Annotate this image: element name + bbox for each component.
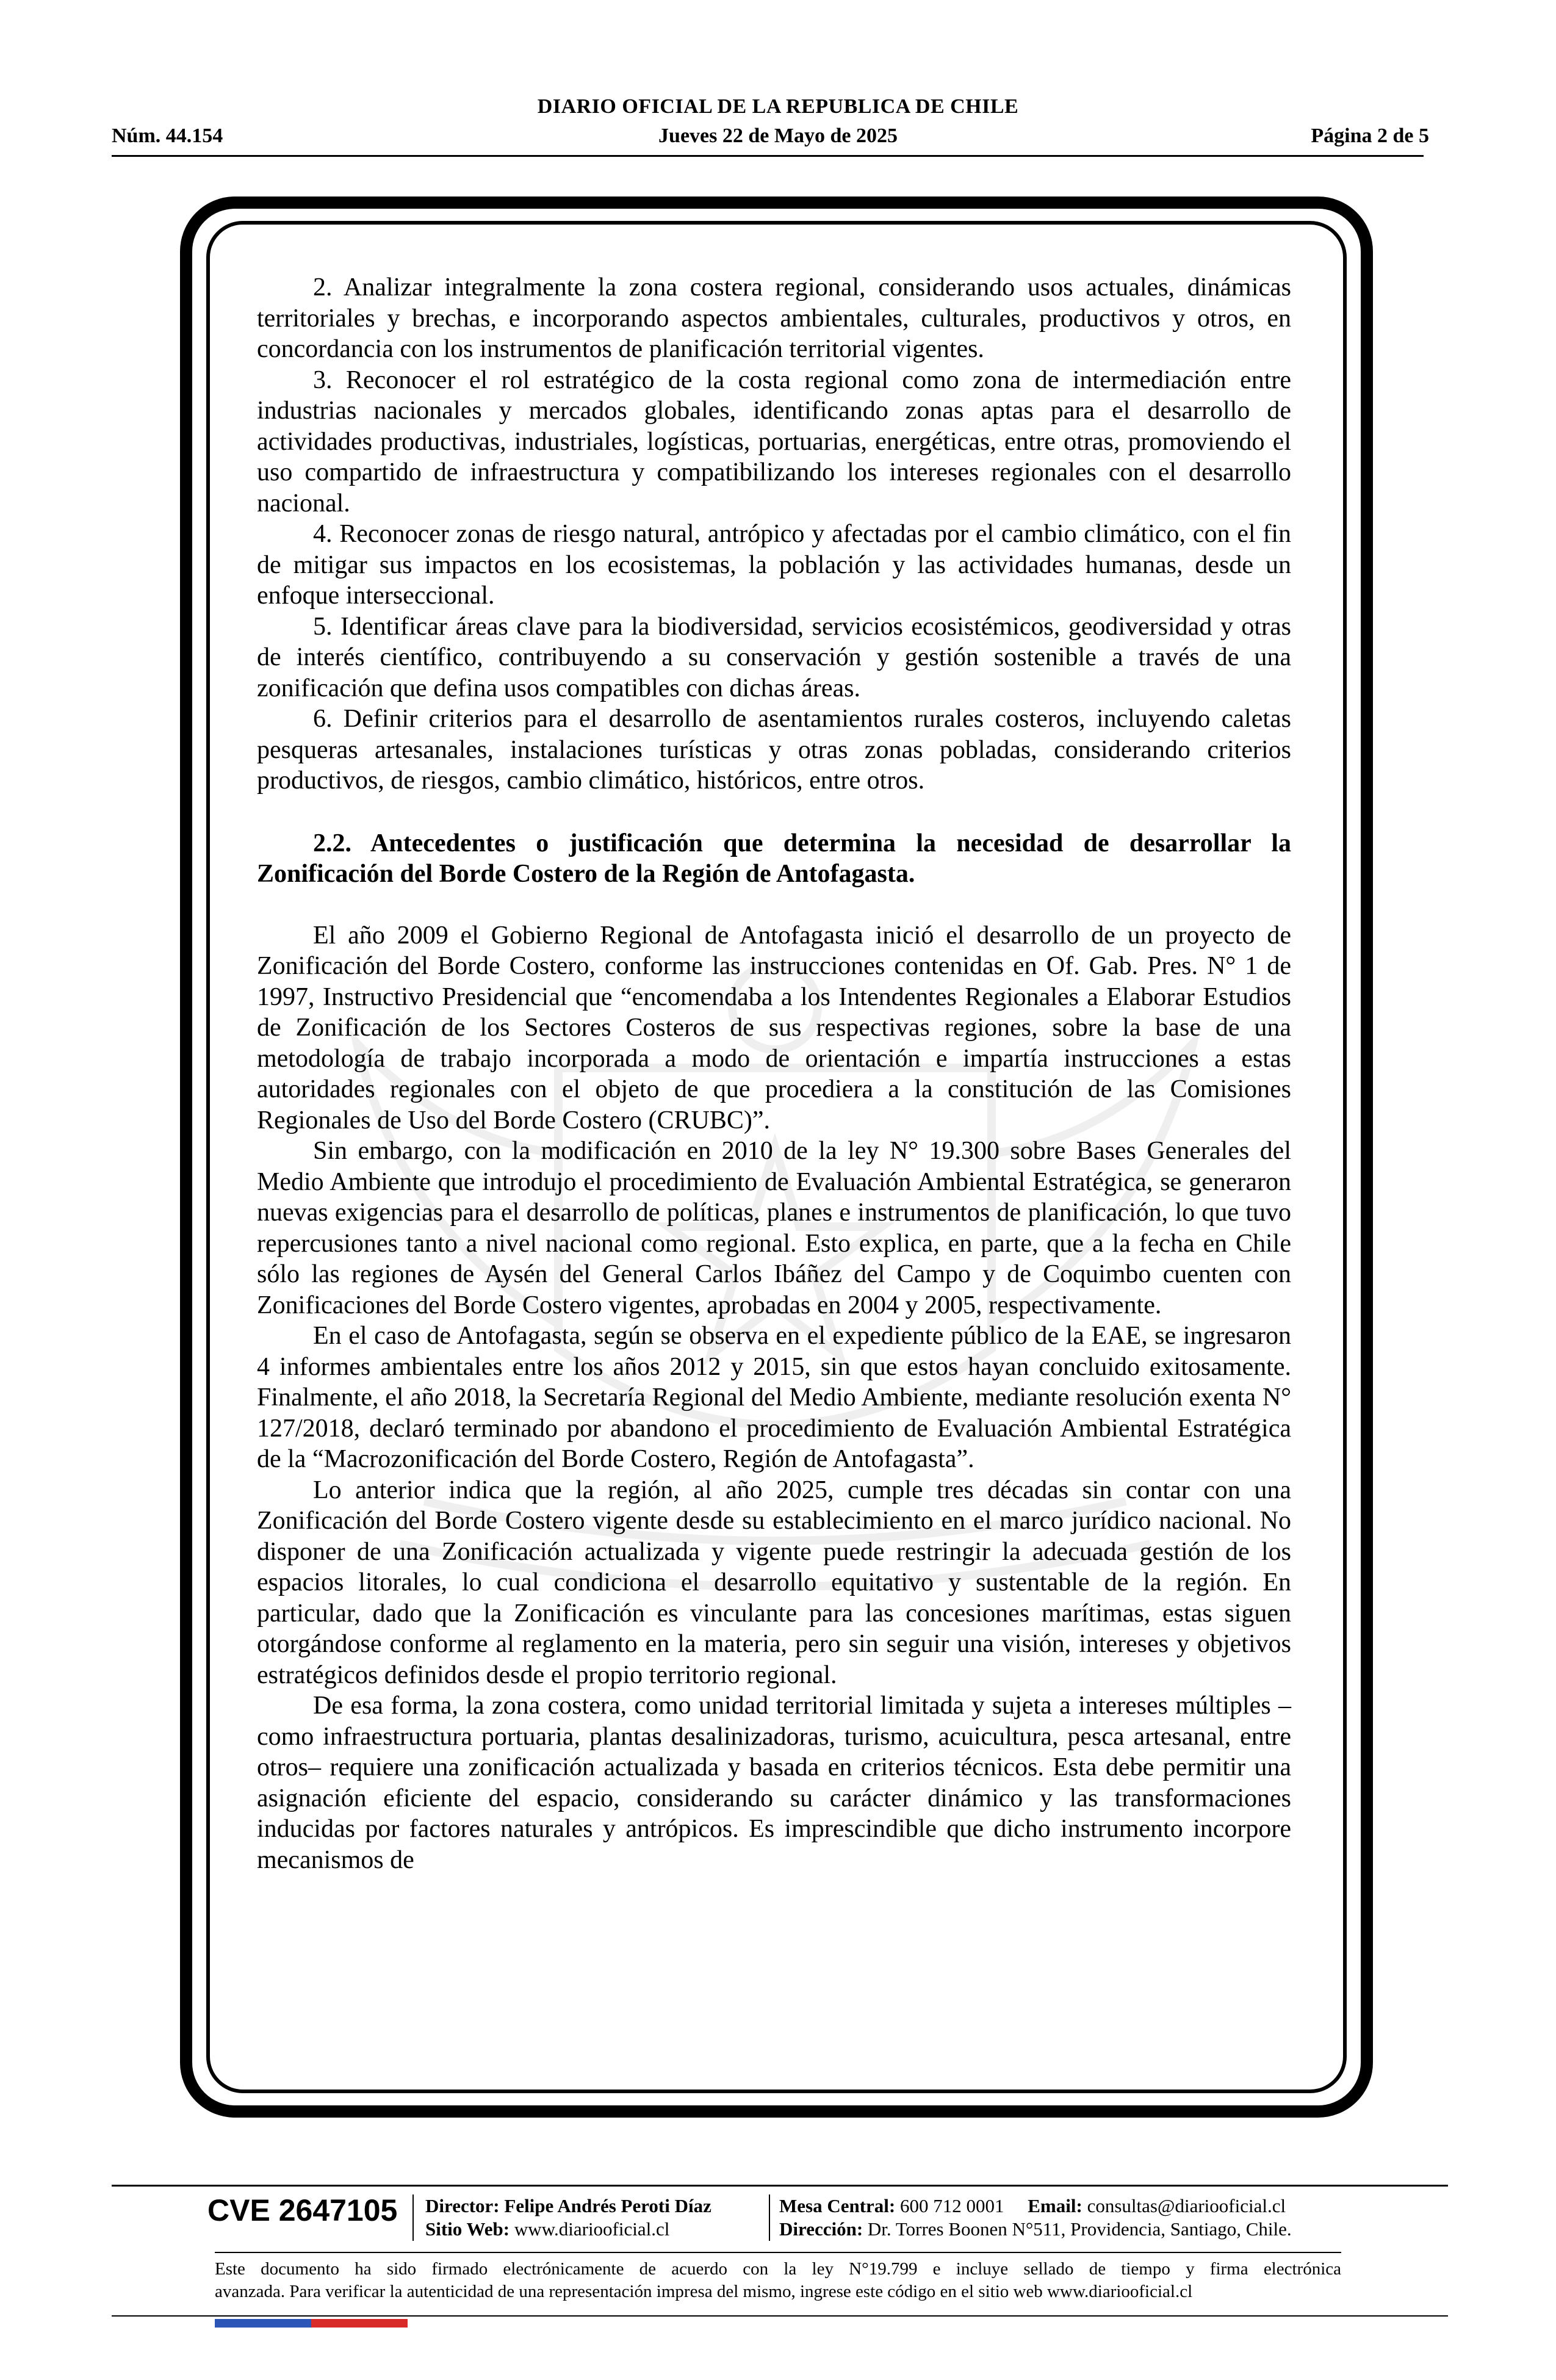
footer-divider <box>215 2252 1341 2253</box>
signature-notice <box>215 2258 1341 2303</box>
footer-director-block <box>425 2194 711 2241</box>
header-divider <box>112 155 1424 157</box>
footer-divider <box>112 2185 1448 2187</box>
issue-date: Jueves 22 de Mayo de 2025 <box>658 124 898 147</box>
phone-number: 600 712 0001 <box>900 2195 1004 2216</box>
footer-separator <box>769 2194 770 2241</box>
section-heading: 2.2. Antecedentes o justificación que determina la necesidad de desarrollar la Zonificación del Borde Costero de la Región de Antofagasta. <box>257 829 1291 888</box>
section-paragraph: Sin embargo, con la modificación en 2010 de la ley N° 19.300 sobre Bases Generales del Medio Ambiente que introdujo el procedimiento de Evaluación Ambiental Estratégica, se generaron nuevas exigencias para el desarrollo de políticas, planes e instrumentos de planificación, lo que tuvo repercusiones tanto a nivel nacional como regional. Esto explica, en parte, que a la fecha en Chile sólo las regiones de Aysén del General Carlos Ibáñez del Campo y de Coquimbo cuenten con Zonificaciones del Borde Costero vigentes, aprobadas en 2004 y 2005, respectivamente. <box>257 1137 1291 1319</box>
site-link[interactable]: www.diariooficial.cl <box>514 2218 670 2240</box>
gazette-title: DIARIO OFICIAL DE LA REPUBLICA DE CHILE <box>537 95 1019 118</box>
list-item-2: 2. Analizar integralmente la zona costera regional, considerando usos actuales, dinámicas territoriales y brechas, e incorporando aspectos ambientales, culturales, productivos y otros, en concordancia con los instrumentos de planificación territorial vigentes. <box>257 273 1291 363</box>
flag-stripe-blue <box>215 2319 311 2328</box>
section-paragraph: El año 2009 el Gobierno Regional de Antofagasta inició el desarrollo de un proyecto de Zonificación del Borde Costero, conforme las instrucciones contenidas en Of. Gab. Pres. N° 1 de 1997, Instructivo Presidencial que “encomendaba a los Intendentes Regionales a Elaborar Estudios de Zonificación de los Sectores Costeros de sus respectivas regiones, sobre la base de una metodología de trabajo incorporada a modo de orientación e impartía instrucciones a estas autoridades regionales con el objeto de que procediera a la constitución de las Comisiones Regionales de Uso del Borde Costero (CRUBC)”. <box>257 921 1291 1134</box>
address-label: Dirección: <box>779 2218 863 2240</box>
section-paragraph: Lo anterior indica que la región, al año 2025, cumple tres décadas sin contar con una Zonificación del Borde Costero vigente desde su establecimiento en el marco jurídico nacional. No disponer de una Zonificación actualizada y vigente puede restringir la adecuada gestión de los espacios litorales, lo cual condiciona el desarrollo equitativo y sustentable de la región. En particular, dado que la Zonificación es vinculante para las concesiones marítimas, estas siguen otorgándose conforme al reglamento en la materia, pero sin seguir una visión, intereses y objetivos estratégicos definidos desde el propio territorio regional. <box>257 1476 1291 1689</box>
signature-notice-line: Este documento ha sido firmado electrónicamente de acuerdo con la ley N°19.799 e incluye sellado de tiempo y firma electrónica <box>215 2259 1341 2279</box>
signature-notice-line: avanzada. Para verificar la autenticidad de una representación impresa del mismo, ingrese este código en el sitio web www.diariooficial.cl <box>215 2282 1193 2301</box>
section-paragraph: En el caso de Antofagasta, según se observa en el expediente público de la EAE, se ingresaron 4 informes ambientales entre los años 2012 y 2015, sin que estos hayan concluido exitosamente. Finalmente, el año 2018, la Secretaría Regional del Medio Ambiente, mediante resolución exenta N° 127/2018, declaró terminado por abandono el procedimiento de Evaluación Ambiental Estratégica de la “Macrozonificación del Borde Costero, Región de Antofagasta”. <box>257 1322 1291 1473</box>
director-label: Director: <box>425 2195 500 2216</box>
cve-code: CVE 2647105 <box>207 2193 398 2227</box>
director-name: Felipe Andrés Peroti Díaz <box>504 2195 711 2216</box>
footer-separator <box>412 2194 414 2241</box>
list-item-6: 6. Definir criterios para el desarrollo de asentamientos rurales costeros, incluyendo caletas pesqueras artesanales, instalaciones turísticas y otras zonas pobladas, considerando criterios productivos, de riesgos, cambio climático, históricos, entre otros. <box>257 705 1291 795</box>
email-label: Email: <box>1028 2195 1082 2216</box>
flag-stripe-red <box>311 2319 408 2328</box>
issue-number: Núm. 44.154 <box>112 124 223 147</box>
phone-label: Mesa Central: <box>779 2195 896 2216</box>
footer-contact-block <box>779 2194 1292 2241</box>
email-link[interactable]: consultas@diariooficial.cl <box>1087 2195 1286 2216</box>
document-body <box>257 272 1291 1875</box>
footer-divider <box>112 2315 1448 2317</box>
list-item-4: 4. Reconocer zonas de riesgo natural, antrópico y afectadas por el cambio climático, con el fin de mitigar sus impactos en los ecosistemas, la población y las actividades humanas, desde un enfoque interseccional. <box>257 520 1291 610</box>
address: Dr. Torres Boonen N°511, Providencia, Santiago, Chile. <box>867 2218 1292 2240</box>
list-item-5: 5. Identificar áreas clave para la biodiversidad, servicios ecosistémicos, geodiversidad y otras de interés científico, contribuyendo a su conservación y gestión sostenible a través de una zonificación que defina usos compatibles con dichas áreas. <box>257 612 1291 702</box>
list-item-3: 3. Reconocer el rol estratégico de la costa regional como zona de intermediación entre industrias nacionales y mercados globales, identificando zonas aptas para el desarrollo de actividades productivas, industriales, logísticas, portuarias, energéticas, entre otras, promoviendo el uso compartido de infraestructura y compatibilizando los intereses regionales con el desarrollo nacional. <box>257 366 1291 517</box>
site-label: Sitio Web: <box>425 2218 510 2240</box>
section-paragraph: De esa forma, la zona costera, como unidad territorial limitada y sujeta a intereses múltiples –como infraestructura portuaria, plantas desalinizadoras, turismo, acuicultura, pesca artesanal, entre otros– requiere una zonificación actualizada y basada en criterios técnicos. Esta debe permitir una asignación eficiente del espacio, considerando su carácter dinámico y las transformaciones inducidas por factores naturales y antrópicos. Es imprescindible que dicho instrumento incorpore mecanismos de <box>257 1692 1291 1874</box>
page-indicator: Página 2 de 5 <box>1311 124 1429 147</box>
